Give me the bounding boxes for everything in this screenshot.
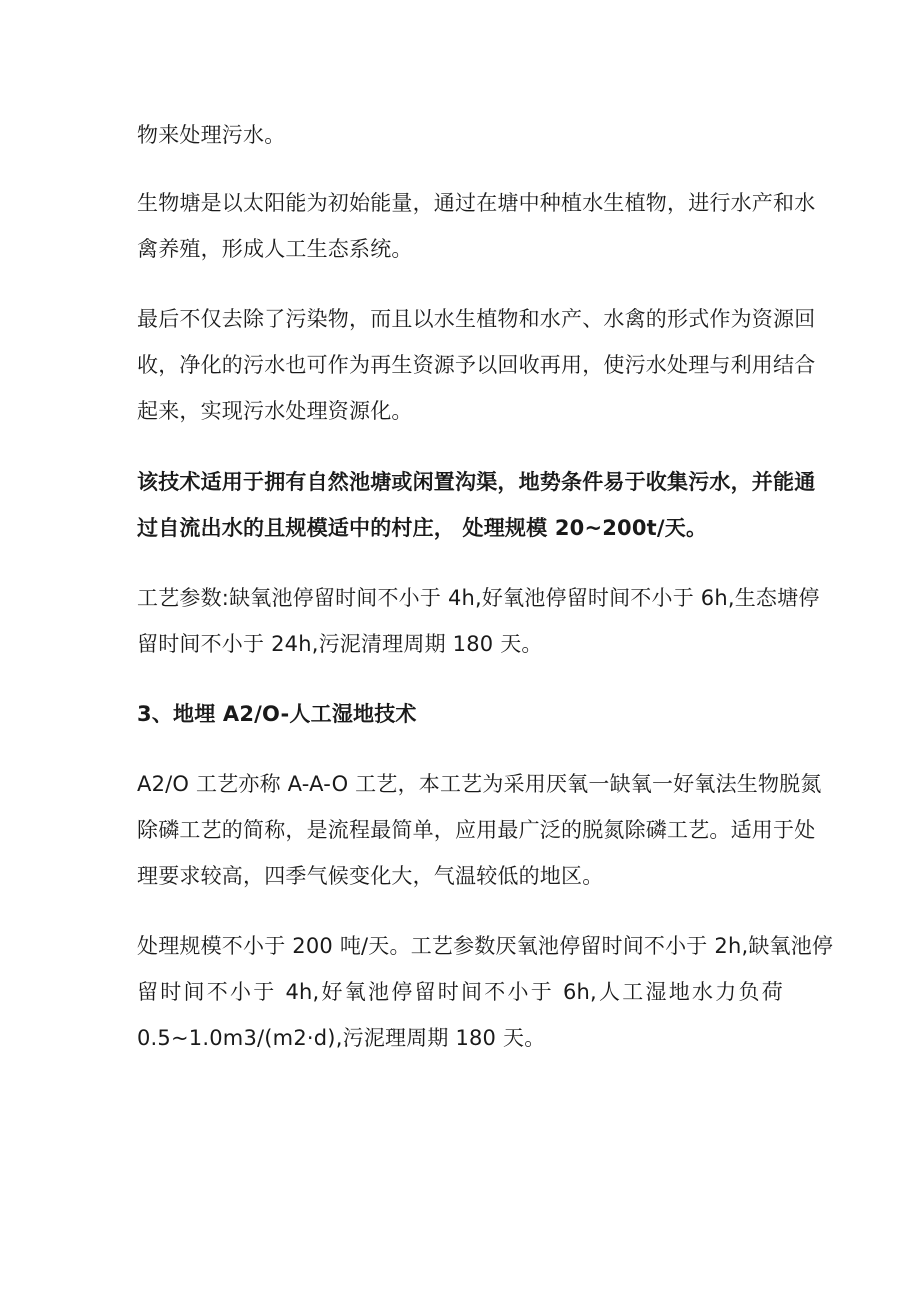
paragraph-a2o-parameters [137, 923, 834, 1061]
section-heading [137, 691, 787, 737]
text-line: 处理规模不小于 200 吨/天。工艺参数厌氧池停留时间不小于 2h,缺氧池停 [137, 934, 834, 958]
heading-text: 3、地埋 A2/O-人工湿地技术 [137, 702, 417, 726]
text-line: 收，净化的污水也可作为再生资源予以回收再用，使污水处理与利用结合 [137, 353, 816, 377]
text-line: 工艺参数:缺氧池停留时间不小于 4h,好氧池停留时间不小于 6h,生态塘停 [137, 586, 820, 610]
text-line: A2/O 工艺亦称 A-A-O 工艺，本工艺为采用厌氧一缺氧一好氧法生物脱氮 [137, 772, 822, 796]
paragraph-resource-recovery [137, 296, 816, 434]
text-line: 生物塘是以太阳能为初始能量，通过在塘中种植水生植物，进行水产和水 [137, 191, 816, 215]
paragraph-applicability [137, 459, 816, 551]
text-line: 最后不仅去除了污染物，而且以水生植物和水产、水禽的形式作为资源回 [137, 307, 816, 331]
paragraph-biological-pond [137, 180, 816, 272]
document-body [137, 112, 834, 1061]
text-line: 物来处理污水。 [137, 123, 286, 147]
text-line: 留时间不小于 4h,好氧池停留时间不小于 6h,人工湿地水力负荷 [137, 980, 783, 1004]
text-line: 禽养殖，形成人工生态系统。 [137, 237, 413, 261]
text-line: 留时间不小于 24h,污泥清理周期 180 天。 [137, 632, 543, 656]
text-line: 除磷工艺的简称，是流程最简单，应用最广泛的脱氮除磷工艺。适用于处 [137, 818, 816, 842]
paragraph-process-parameters [137, 575, 820, 667]
text-line: 起来，实现污水处理资源化。 [137, 399, 413, 423]
text-line: 过自流出水的且规模适中的村庄， 处理规模 20~200t/天。 [137, 516, 708, 540]
text-line: 理要求较高，四季气候变化大，气温较低的地区。 [137, 864, 604, 888]
paragraph-continuation [137, 112, 787, 158]
text-line: 0.5~1.0m3/(m2·d),污泥理周期 180 天。 [137, 1026, 546, 1050]
paragraph-a2o-description [137, 761, 822, 899]
text-line: 该技术适用于拥有自然池塘或闲置沟渠，地势条件易于收集污水，并能通 [137, 470, 816, 494]
